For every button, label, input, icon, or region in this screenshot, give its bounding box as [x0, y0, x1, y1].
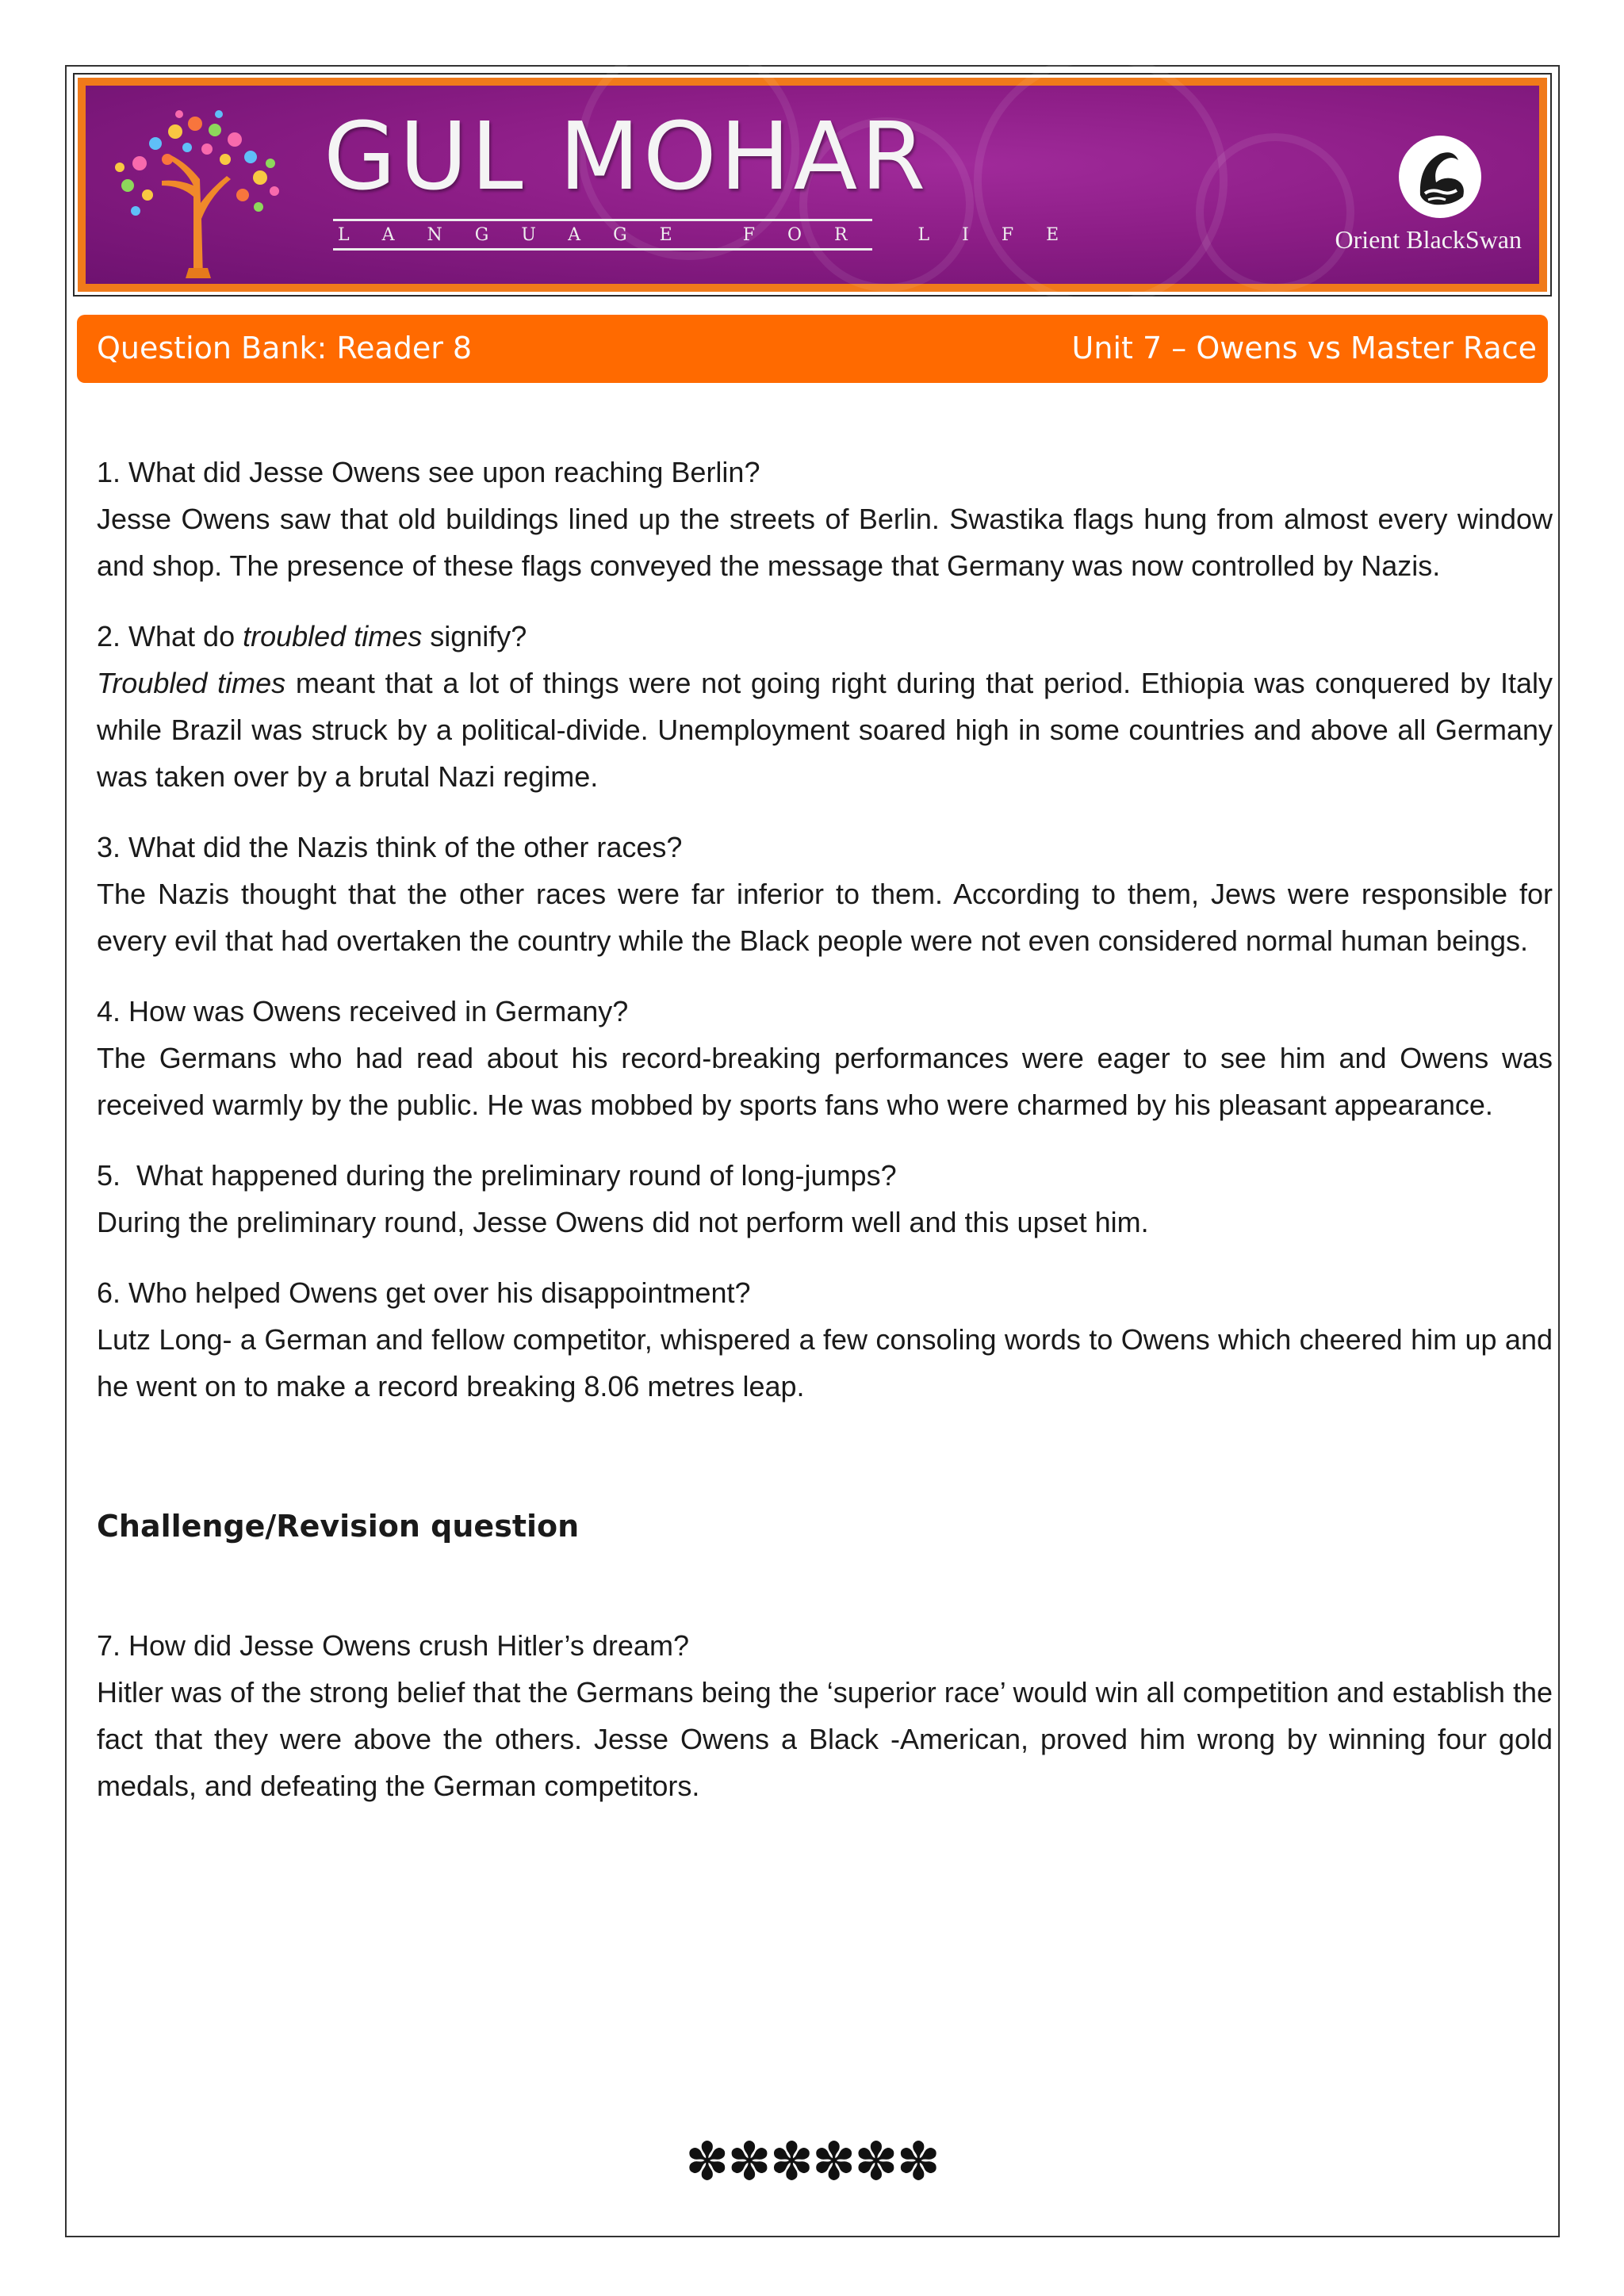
end-of-page-mark: ✽✽✽✽✽✽ [685, 2131, 939, 2192]
answer-text: The Germans who had read about his record-breaking performances were eager to see him and Owens was received warmly by the public. He was mobbed by sports fans who were charmed by his pleasant appearance. [97, 1042, 1553, 1121]
answer-text: Hitler was of the strong belief that the Germans being the ‘superior race’ would win all competition and establish the fact that they were above the others. Jesse Owens a Black -American, proved him wrong by winning four gold medals, and defeating the German competitors. [97, 1676, 1553, 1802]
question-prefix: 2. What do [97, 620, 243, 652]
answer-text: During the preliminary round, Jesse Owens did not perform well and this upset him. [97, 1206, 1149, 1238]
answer-text [97, 660, 1553, 800]
spacer [97, 1550, 1553, 1622]
question-emphasis: troubled times [243, 620, 423, 652]
header-banner [73, 73, 1552, 297]
question-text: 1. What did Jesse Owens see upon reaching Berlin? [97, 456, 760, 488]
unit-title-label: Unit 7 – Owens vs Master Race [1071, 331, 1537, 365]
swan-logo-icon [1396, 133, 1484, 220]
answer-emphasis: Troubled times [97, 667, 286, 699]
qa-item [97, 1622, 1553, 1809]
decorative-swirl [1196, 133, 1354, 292]
tree-logo-icon [92, 100, 306, 282]
brand-title: GUL MOHAR [324, 101, 929, 211]
publisher-name: Orient BlackSwan [1335, 225, 1522, 254]
question-suffix: signify? [422, 620, 527, 652]
banner-purple-panel [86, 86, 1539, 284]
challenge-heading: Challenge/Revision question [97, 1509, 580, 1544]
question-bank-label: Question Bank: Reader 8 [97, 331, 473, 365]
brand-tagline: LANGUAGE FOR LIFE [338, 225, 1092, 245]
spacer [97, 1433, 1553, 1503]
question-text: 4. How was Owens received in Germany? [97, 995, 629, 1027]
question-text: 6. Who helped Owens get over his disappointment? [97, 1276, 751, 1309]
qa-item [97, 1269, 1553, 1410]
answer-text: Lutz Long- a German and fellow competitor, whispered a few consoling words to Owens which cheered him up and he went on to make a record breaking 8.06 metres leap. [97, 1323, 1553, 1402]
question-text [97, 613, 1553, 660]
qa-item [97, 613, 1553, 800]
qa-item [97, 449, 1553, 589]
answer-rest: meant that a lot of things were not going right during that period. Ethiopia was conquered by Italy while Brazil was struck by a political-divide. Unemployment soared high in some countries and above all Germany was taken over by a brutal Nazi regime. [97, 667, 1553, 793]
info-bar [77, 315, 1548, 383]
qa-item [97, 988, 1553, 1128]
question-text: 5. What happened during the preliminary round of long-jumps? [97, 1159, 897, 1192]
brand-rule-bottom [333, 248, 872, 251]
qa-item [97, 1152, 1553, 1246]
question-list [97, 449, 1553, 1833]
qa-item [97, 824, 1553, 964]
brand-rule-top [333, 219, 872, 221]
question-text: 3. What did the Nazis think of the other races? [97, 831, 683, 863]
answer-text: The Nazis thought that the other races were far inferior to them. According to them, Jews were responsible for every evil that had overtaken the country while the Black people were not even considered normal human beings. [97, 878, 1553, 957]
decorative-swirl [974, 54, 1228, 308]
question-text: 7. How did Jesse Owens crush Hitler’s dream? [97, 1629, 689, 1662]
answer-text: Jesse Owens saw that old buildings lined up the streets of Berlin. Swastika flags hung from almost every window and shop. The presence of these flags conveyed the message that Germany was now controlled by Nazis. [97, 503, 1553, 582]
